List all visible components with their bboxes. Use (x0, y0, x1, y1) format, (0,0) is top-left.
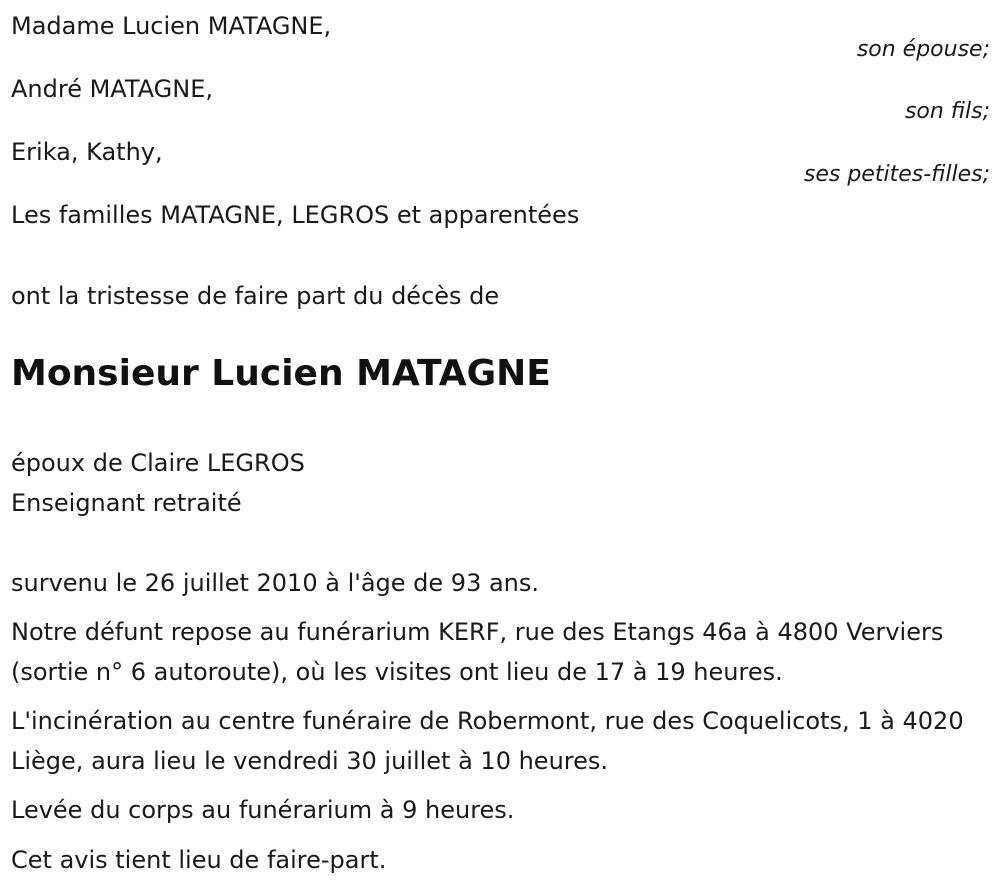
levee-paragraph: Levée du corps au funérarium à 9 heures. (11, 796, 515, 824)
family-member-relation: ses petites-filles; (803, 162, 990, 187)
repose-paragraph: Notre défunt repose au funérarium KERF, rue des Etangs 46a à 4800 Verviers (sortie n° 6 autoroute), où les visites ont lieu de 17 à 19 heures. (11, 618, 944, 686)
family-member-name: André MATAGNE, (11, 75, 213, 103)
deceased-spouse: époux de Claire LEGROS (11, 449, 305, 477)
family-member-name: Les familles MATAGNE, LEGROS et apparentées (11, 201, 580, 229)
deceased-name: Monsieur Lucien MATAGNE (11, 353, 551, 394)
notice-paragraph: Cet avis tient lieu de faire-part. (11, 846, 387, 874)
family-member-name: Erika, Kathy, (11, 138, 163, 166)
family-member-relation: son fils; (904, 99, 990, 124)
death-date-paragraph: survenu le 26 juillet 2010 à l'âge de 93 ans. (11, 569, 540, 597)
announcement-text: ont la tristesse de faire part du décès de (11, 282, 500, 310)
family-member-relation: son épouse; (856, 37, 990, 62)
incineration-paragraph: L'incinération au centre funéraire de Robermont, rue des Coquelicots, 1 à 4020 Liège, aura lieu le vendredi 30 juillet à 10 heures. (11, 707, 964, 775)
deceased-profession: Enseignant retraité (11, 489, 242, 517)
family-member-name: Madame Lucien MATAGNE, (11, 12, 332, 40)
